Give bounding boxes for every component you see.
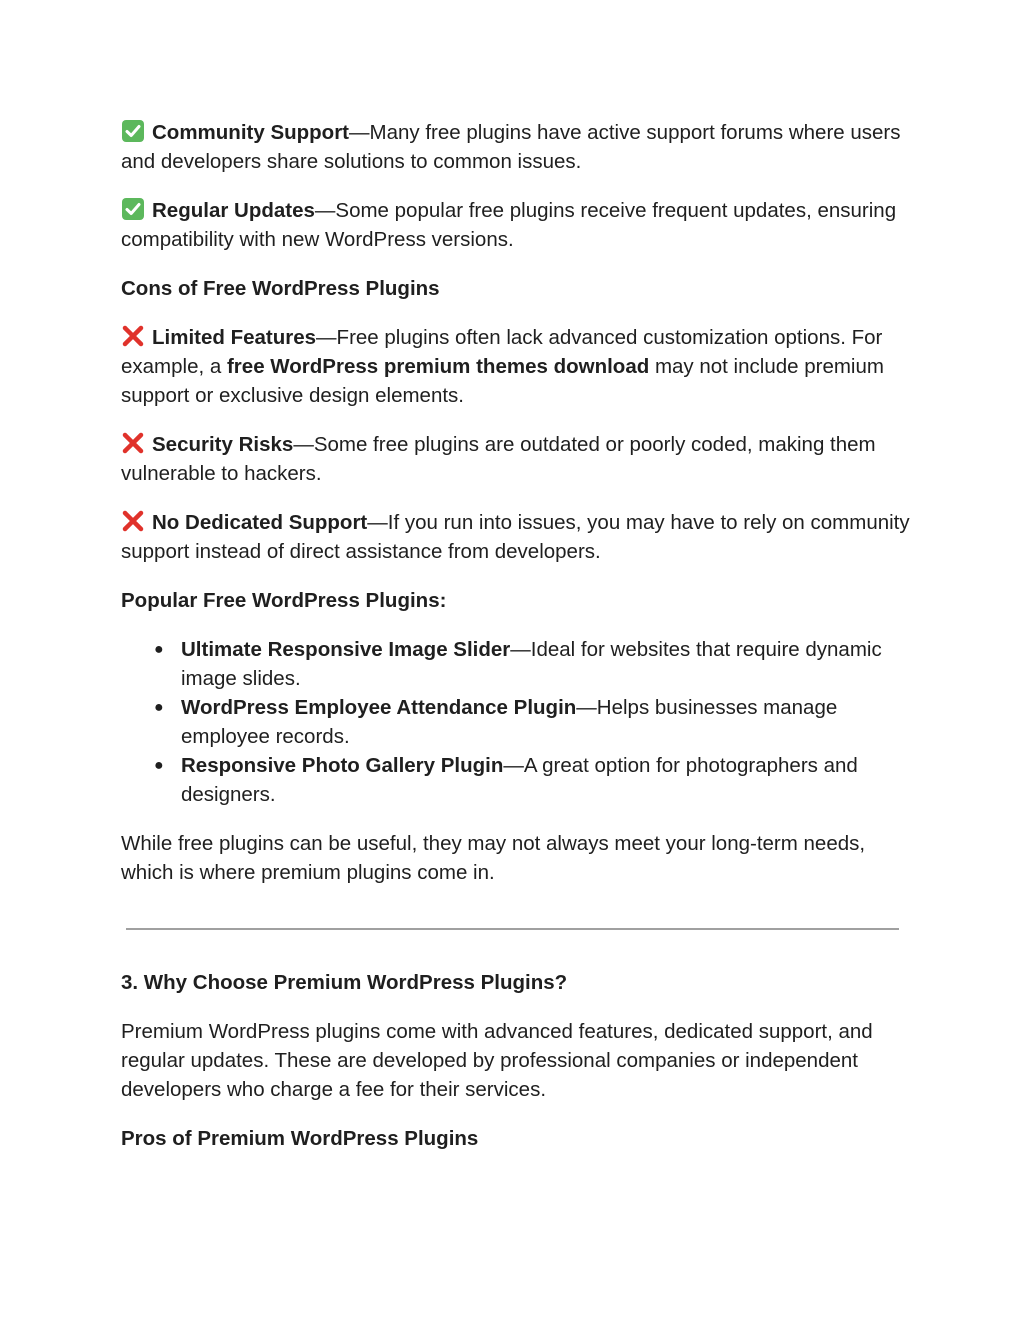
check-mark-icon xyxy=(121,197,145,221)
pros-premium-heading: Pros of Premium WordPress Plugins xyxy=(121,1127,479,1150)
separator: — xyxy=(349,121,370,144)
pro-text: Some popular free plugins receive frequent updates, ensuring compatibility with new WordPress versions. xyxy=(121,199,897,251)
separator: — xyxy=(293,433,314,456)
cross-mark-icon xyxy=(121,509,145,533)
con-title: No Dedicated Support xyxy=(152,511,368,534)
horizontal-divider xyxy=(126,928,899,930)
list-item xyxy=(121,693,911,751)
pro-title: Regular Updates xyxy=(152,199,315,222)
cross-mark-icon xyxy=(121,431,145,455)
con-text: Some free plugins are outdated or poorly coded, making them vulnerable to hackers. xyxy=(121,433,876,485)
con-title: Limited Features xyxy=(152,326,317,349)
bullet-icon: ● xyxy=(154,641,164,658)
closing-paragraph: While free plugins can be useful, they may not always meet your long-term needs, which is where premium plugins come in. xyxy=(121,832,866,884)
con-text-tail: may not include premium support or exclusive design elements. xyxy=(121,355,884,407)
plugin-name: Ultimate Responsive Image Slider xyxy=(181,638,511,661)
plugin-description: A great option for photographers and designers. xyxy=(181,754,858,806)
section-3-paragraph: Premium WordPress plugins come with advanced features, dedicated support, and regular updates. These are developed by professional companies or independent developers who charge a fee for their services. xyxy=(121,1020,873,1101)
document-page xyxy=(121,118,911,1173)
plugin-description: Helps businesses manage employee records. xyxy=(181,696,838,748)
pro-title: Community Support xyxy=(152,121,350,144)
pro-regular-updates xyxy=(121,196,911,254)
con-text: If you run into issues, you may have to rely on community support instead of direct assistance from developers. xyxy=(121,511,910,563)
list-item xyxy=(121,635,911,693)
bullet-icon: ● xyxy=(154,699,164,716)
con-bold-phrase: free WordPress premium themes download xyxy=(226,355,650,378)
cross-mark-icon xyxy=(121,324,145,348)
separator: — xyxy=(367,511,388,534)
separator: — xyxy=(503,754,524,777)
con-no-dedicated-support xyxy=(121,508,911,566)
list-item xyxy=(121,751,911,809)
plugin-description: Ideal for websites that require dynamic image slides. xyxy=(181,638,882,690)
cons-heading: Cons of Free WordPress Plugins xyxy=(121,277,440,300)
separator: — xyxy=(576,696,597,719)
pro-text: Many free plugins have active support forums where users and developers share solutions to common issues. xyxy=(121,121,901,173)
bullet-icon: ● xyxy=(154,757,164,774)
popular-plugins-list xyxy=(121,635,911,809)
plugin-name: Responsive Photo Gallery Plugin xyxy=(181,754,504,777)
separator: — xyxy=(316,326,337,349)
check-mark-icon xyxy=(121,119,145,143)
plugin-name: WordPress Employee Attendance Plugin xyxy=(181,696,577,719)
con-title: Security Risks xyxy=(152,433,294,456)
separator: — xyxy=(314,199,336,222)
pro-community-support xyxy=(121,118,911,176)
con-limited-features xyxy=(121,323,911,410)
con-text: Free plugins often lack advanced customization options. For example, a xyxy=(121,326,883,378)
section-3-heading: 3. Why Choose Premium WordPress Plugins? xyxy=(121,971,568,994)
popular-heading: Popular Free WordPress Plugins: xyxy=(121,589,447,612)
separator: — xyxy=(510,638,531,661)
con-security-risks xyxy=(121,430,911,488)
